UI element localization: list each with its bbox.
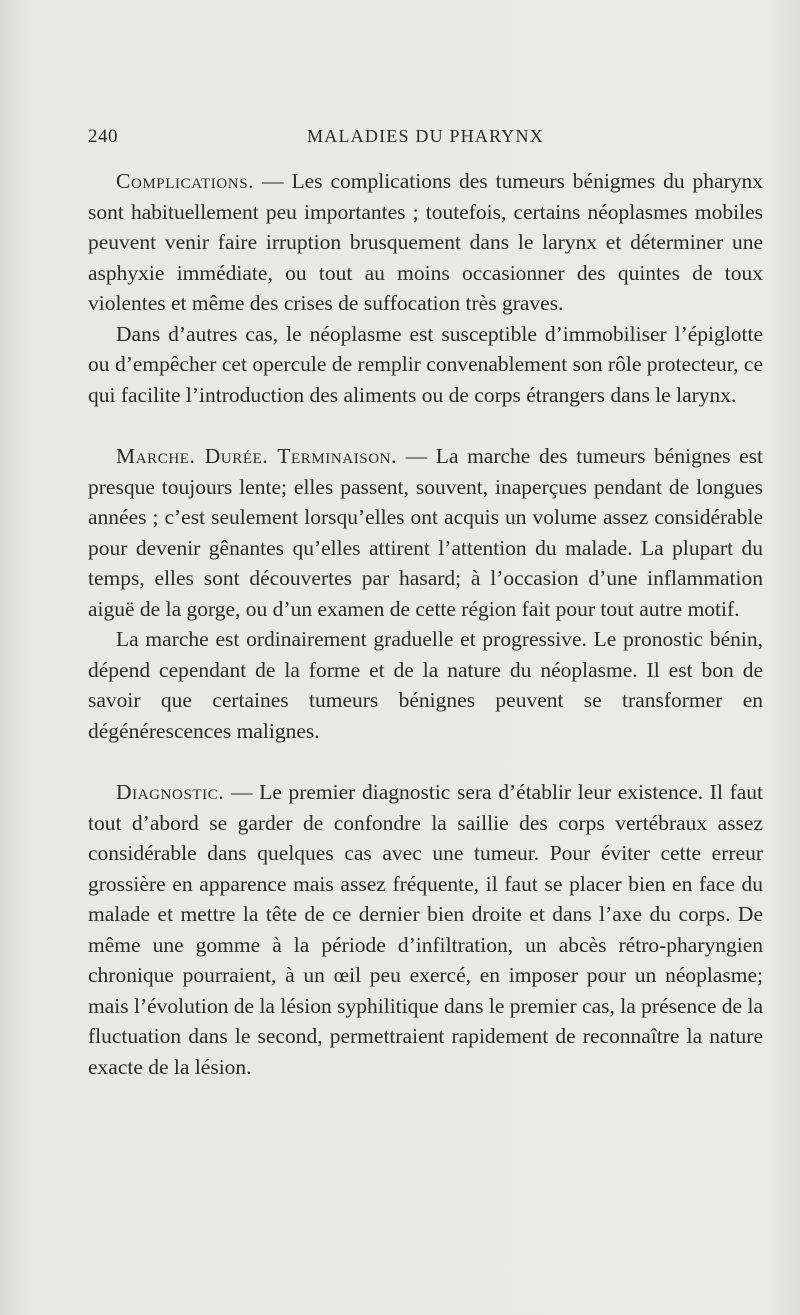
paragraph-text: — Le premier diagnostic sera d’établir leur existence. Il faut tout d’abord se garder de confondre la saillie des corps vertébraux assez considérable dans quelques cas avec une tumeur. Pour éviter cette erreur grossière en apparence mais assez fréquente, il faut se placer bien en face du malade et mettre la tête de ce dernier bien droite et dans l’axe du corps. De même une gomme à la période d’infiltration, un abcès rétro-pharyngien chronique pourraient, à un œil peu exercé, en imposer pour un néoplasme; mais l’évolution de la lésion syphilitique dans le premier cas, la présence de la fluctuation dans le second, permettraient rapidement de reconnaître la nature exacte de la lésion.: [88, 780, 764, 1079]
section-heading-complications: Complications.: [116, 169, 255, 193]
page-header: [88, 126, 763, 156]
paragraph-marche: [88, 441, 763, 624]
paragraph-complications: [88, 166, 763, 319]
paragraph-text: — La marche des tumeurs bénignes est presque toujours lente; elles passent, souvent, inaperçues pendant de longues années ; c’est seulement lorsqu’elles ont acquis un volume assez considérable pour devenir gênantes qu’elles attirent l’attention du malade. La plupart du temps, elles sont découvertes par hasard; à l’occasion d’une inflammation aiguë de la gorge, ou d’un examen de cette région fait pour tout autre motif.: [88, 444, 763, 621]
paragraph-diagnostic: [88, 777, 763, 1082]
body-text: [88, 166, 763, 1082]
page-number: 240: [88, 126, 118, 147]
section-heading-diagnostic: Diagnostic.: [116, 780, 225, 804]
paragraph-epiglotte: Dans d’autres cas, le néoplasme est susceptible d’immobiliser l’épiglotte ou d’empêcher cet opercule de remplir convenablement son rôle protecteur, ce qui facilite l’introduction des aliments ou de corps étrangers dans le larynx.: [88, 321, 763, 407]
running-title: MALADIES DU PHARYNX: [307, 126, 544, 146]
section-heading-marche: Marche. Durée. Terminaison.: [116, 444, 398, 468]
paragraph-pronostic: La marche est ordinairement graduelle et progressive. Le pronostic bénin, dépend cependant de la forme et de la nature du néoplasme. Il est bon de savoir que certaines tumeurs bénignes peuvent se transformer en dégénérescences malignes.: [88, 627, 763, 743]
paragraph-text: — Les complications des tumeurs bénigmes du pharynx sont habituellement peu importantes ; toutefois, certains néoplasmes mobiles peuvent venir faire irruption brusquement dans le larynx et déterminer une asphyxie immédiate, ou tout au moins occasionner des quintes de toux violentes et même des crises de suffocation très graves.: [88, 169, 764, 315]
